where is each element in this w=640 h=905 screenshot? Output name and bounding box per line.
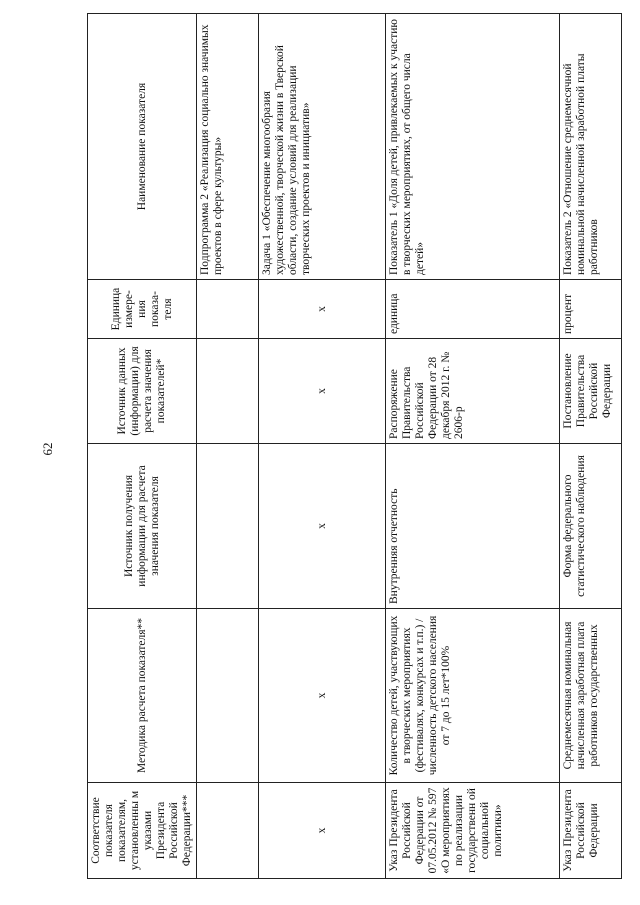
cell-method: Количество детей, участвующих в творческих мероприятиях (фестивалях, конкурсах и т.п.) / численность детского населения от 7 до 15 лет*100%: [386, 609, 560, 783]
cell-match: х: [259, 783, 386, 879]
cell-method: х: [259, 609, 386, 783]
cell-unit: единица: [386, 280, 560, 339]
header-unit: Единица измере-ния показа-теля: [88, 280, 197, 339]
cell-method: Среднемесячная номинальная начисленная заработная плата работников государственных: [560, 609, 622, 783]
table-header-row: [88, 14, 197, 879]
cell-name: Показатель 1 «Доля детей, привлекаемых к участию в творческих мероприятиях, от общего числа детей»: [386, 14, 560, 280]
cell-name: Подпрограмма 2 «Реализация социально значимых проектов в сфере культуры»: [197, 14, 259, 280]
cell-source-info: [197, 444, 259, 609]
header-source-info: Источник получения информации для расчета значения показателя: [88, 444, 197, 609]
cell-method: [197, 609, 259, 783]
cell-source-info: Внутренняя отчетность: [386, 444, 560, 609]
table-row: [259, 14, 386, 879]
header-source-data: Источник данных (информации) для расчета значения показателей*: [88, 339, 197, 444]
header-name: Наименование показателя: [88, 14, 197, 280]
header-method: Методика расчета показателя**: [88, 609, 197, 783]
cell-source-data: х: [259, 339, 386, 444]
cell-name: Задача 1 «Обеспечение многообразия художественной, творческой жизни в Тверской области, создание условий для реализации творческих проектов и инициатив»: [259, 14, 386, 280]
rotated-table-container: [87, 14, 613, 879]
cell-source-data: Постановление Правительства Российской Федерации: [560, 339, 622, 444]
cell-source-info: х: [259, 444, 386, 609]
cell-name: Показатель 2 «Отношение среднемесячной номинальной начисленной заработной платы работников: [560, 14, 622, 280]
cell-match: Указ Президента Российской Федерации от 07.05.2012 № 597 «О мероприятиях по реализации государственн ой социальной политики»: [386, 783, 560, 879]
cell-source-info: Форма федерального статистического наблюдения: [560, 444, 622, 609]
table-row: [386, 14, 560, 879]
cell-match: [197, 783, 259, 879]
indicators-table: [87, 13, 622, 879]
page-number: 62: [40, 442, 55, 456]
cell-source-data: [197, 339, 259, 444]
cell-unit: процент: [560, 280, 622, 339]
cell-unit: [197, 280, 259, 339]
cell-source-data: Распоряжение Правительства Российской Федерации от 28 декабря 2012 г. № 2606-р: [386, 339, 560, 444]
table-row: [560, 14, 622, 879]
table-row: [197, 14, 259, 879]
cell-unit: х: [259, 280, 386, 339]
cell-match: Указ Президента Российской Федерации: [560, 783, 622, 879]
header-match: Соответствие показателя показателям, установленны м указами Президента Российской Федерации***: [88, 783, 197, 879]
